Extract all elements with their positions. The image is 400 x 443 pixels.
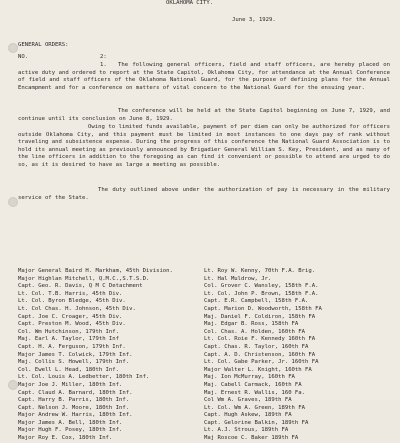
roster-left: Capt. H. A. Ferguson, 179th Inf.: [18, 343, 126, 350]
roster-left: Col. Wm Hutchinson, 179th Inf.: [18, 328, 120, 335]
roster-right: Capt. E.R. Campbell, 158th F.A.: [204, 298, 309, 305]
roster-right: Capt. Marion D. Woodworth, 158th FA: [204, 305, 322, 312]
roster-left: Lt. Col. Byron Bledge, 45th Div.: [18, 298, 126, 305]
paragraph-1: The following general officers, field and staff officers, are hereby placed on active duty and ordered to report at the State Capitol, Oklahoma City, for attendance at the Annual Conference of field and staff officers of the Oklahoma National Guard, for the purpose of defining plans for the Annual Encampment and for a conference on matters of vital concern to the National Guard for the ensuing year.: [18, 62, 390, 91]
roster-left: Major James A. Bell, 180th Inf.: [18, 419, 123, 426]
roster-row: [18, 382, 390, 390]
roster-right: Maj Roscoe C. Baker 189th FA: [204, 435, 299, 442]
roster-row: [18, 314, 390, 322]
roster-left: Major James T. Colwick, 179th Inf.: [18, 351, 133, 358]
roster-right: Lt. Col. Roie F. Kennedy 160th FA: [204, 336, 316, 343]
roster-right: Lt. Hal Muldrow, Jr.: [204, 275, 272, 282]
roster-right: Col Wm A. Graves, 189th FA: [204, 397, 292, 404]
roster-row: [18, 321, 390, 329]
roster-left: Capt. Nelson J. Moore, 180th Inf.: [18, 404, 130, 411]
roster-right: Maj. Edgar B. Ross, 158th FA: [204, 321, 299, 328]
roster-row: [18, 344, 390, 352]
roster-row: [18, 420, 390, 428]
roster-left: Major Andrew W. Harris, 180th Inf.: [18, 412, 133, 419]
roster-right: Lt. Col. John P. Brown, 158th F.A.: [204, 290, 319, 297]
orders-number: 2:: [100, 54, 107, 60]
roster-right: Maj. Ernest R. Wallis, 160 Fa.: [204, 389, 306, 396]
punch-hole: [8, 197, 18, 207]
roster-right: Lt. Col. Wm A. Green, 189th FA: [204, 404, 306, 411]
roster-row: [18, 367, 390, 375]
roster-right: Major Walter L. Knight, 160th FA: [204, 366, 312, 373]
roster-row: [18, 298, 390, 306]
roster-row: [18, 359, 390, 367]
roster-left: Major Roy E. Cox, 180th Inf.: [18, 435, 113, 442]
roster-right: Col. Grover C. Wansley, 158th F.A.: [204, 283, 319, 290]
roster-right: Capt. Gelorine Balkin, 189th FA: [204, 419, 309, 426]
roster-left: Col. Ewell L. Head, 180th Inf.: [18, 366, 120, 373]
roster-row: [18, 397, 390, 405]
roster-right: Lt. A.J. Strous, 189th FA: [204, 427, 289, 434]
header-city: OKLAHOMA CITY.: [166, 0, 214, 6]
roster-right: Lt. Col. Gabe Parker, Jr. 160th FA: [204, 359, 319, 366]
paragraph-4: The duty outlined above under the authorization of pay is necessary in the military service of the State.: [18, 187, 390, 201]
paragraph-2: The conference will be held at the State Capitol beginning on June 7, 1929, and continue until its conclusion on June 8, 1929.: [18, 108, 390, 122]
officer-roster: [18, 268, 390, 443]
roster-row: [18, 291, 390, 299]
roster-right: Capt. A. D. Christenson, 160th FA: [204, 351, 316, 358]
roster-left: Maj. Earl A. Taylor, 179th Inf: [18, 336, 120, 343]
roster-row: [18, 427, 390, 435]
roster-left: Major Hugh F. Posey, 180th Inf.: [18, 427, 123, 434]
roster-left: Major General Baird H. Markham, 45th Division.: [18, 268, 173, 274]
roster-right: Lt. Roy W. Kenny, 70th F.A. Brig.: [204, 268, 316, 274]
header-date: June 3, 1929.: [232, 17, 276, 23]
roster-right: Capt. Chas. R. Taylor, 160th FA: [204, 343, 309, 350]
roster-left: Lt. Col. T.B. Harris, 45th Div.: [18, 290, 123, 297]
roster-left: Capt. Preston M. Wood, 45th Div.: [18, 321, 126, 328]
roster-row: [18, 329, 390, 337]
roster-row: [18, 306, 390, 314]
punch-hole: [8, 43, 18, 53]
roster-right: Capt. Hugh Askew, 189th FA: [204, 412, 292, 419]
roster-row: [18, 412, 390, 420]
roster-row: [18, 374, 390, 382]
roster-row: [18, 336, 390, 344]
roster-left: Lt. Col Chas. H. Johnson, 45th Div.: [18, 305, 136, 312]
roster-left: Capt. Harry B. Parris, 180th Inf.: [18, 397, 130, 404]
orders-title: GENERAL ORDERS:: [18, 42, 69, 48]
roster-row: [18, 283, 390, 291]
punch-hole: [8, 380, 18, 390]
roster-row: [18, 268, 390, 276]
roster-left: Capt. Claud A. Barnard, 180th Inf.: [18, 389, 133, 396]
roster-row: [18, 352, 390, 360]
roster-right: Maj. Cabell Carmack, 160th FA: [204, 381, 302, 388]
orders-number-label: NO.: [18, 54, 29, 60]
roster-left: Lt. Col. Louis A. Ledbetter, 180th Inf.: [18, 374, 150, 381]
roster-left: Maj. Collis S. Howell, 179th Inf.: [18, 359, 130, 366]
roster-right: Col. Chas. A. Holden, 160th FA: [204, 328, 306, 335]
roster-left: Major Highlan Mitchell, Q.M.C.,S.T.S.D.: [18, 275, 150, 282]
roster-row: [18, 390, 390, 398]
roster-right: Maj. Daniel F. Coldiron, 158th FA: [204, 313, 316, 320]
roster-row: [18, 405, 390, 413]
roster-row: [18, 435, 390, 443]
paragraph-3: Owing to limited funds available, payment of per diem can only be authorized for officers outside Oklahoma City, and this payment must be limited in most instances to one days pay of rank without traveling and subsistence expense. During the progress of this conference the National Guard Association is to hold its annual meeting as previously announced by Brigadier General William S. Key, President, and as many of the line officers in addition to the foregoing as can find it convenient or possible to attend are urged to do so, as it is desired to have as large a meeting as possible.: [18, 124, 390, 168]
roster-left: Capt. Joe C. Croager, 45th Div.: [18, 313, 123, 320]
roster-left: Major Joe J. Miller, 180th Inf.: [18, 381, 123, 388]
item-number: 1.: [100, 62, 107, 68]
roster-row: [18, 276, 390, 284]
roster-left: Capt. Geo. R. Davis, Q M C Detachment: [18, 283, 143, 290]
roster-right: Maj. Ion McMurray, 160th FA: [204, 374, 295, 381]
